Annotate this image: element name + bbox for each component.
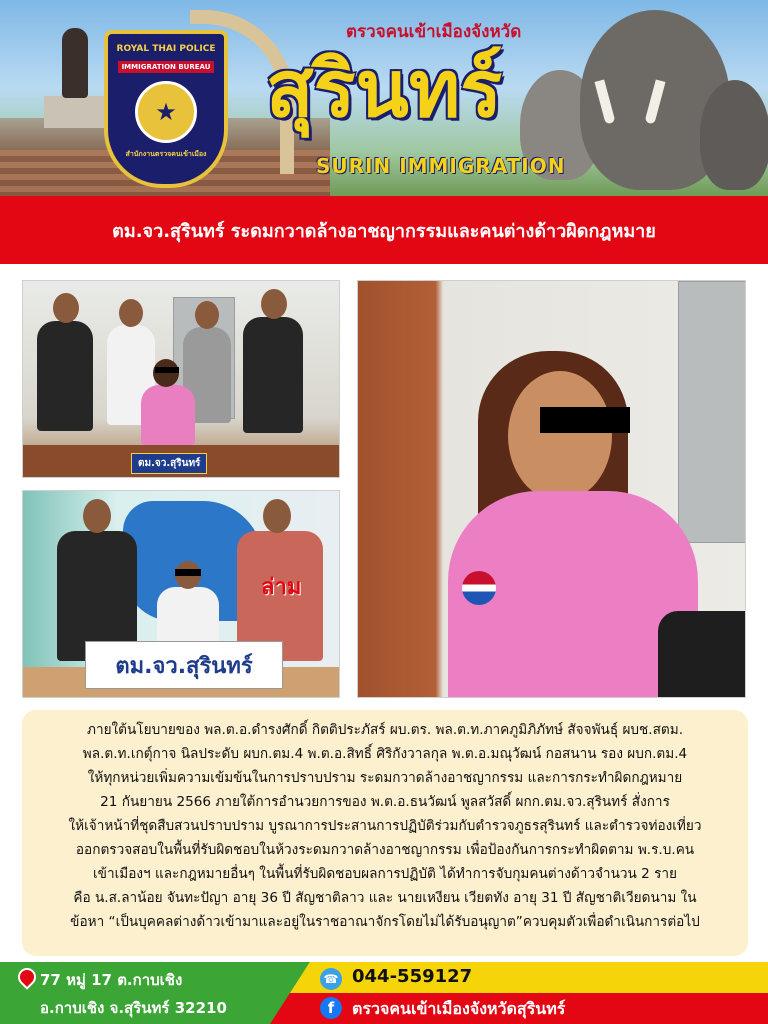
phone-number[interactable]: 044-559127 <box>352 966 473 987</box>
woman-face <box>508 371 612 501</box>
banner-english-title: SURIN IMMIGRATION <box>316 154 566 178</box>
facebook-icon: f <box>320 997 342 1019</box>
chair <box>658 611 745 697</box>
news-textbox <box>22 710 748 956</box>
badge-bottom-text: สำนักงานตรวจคนเข้าเมือง <box>125 150 207 158</box>
statue-figure <box>62 28 88 98</box>
address-line-2: อ.กาบเชิง จ.สุรินทร์ 32210 <box>40 999 227 1017</box>
officer-head <box>53 293 79 323</box>
interpreter-label: ล่าม <box>261 575 302 600</box>
badge-top-text: ROYAL THAI POLICE <box>116 44 216 54</box>
headline-text: ตม.จว.สุรินทร์ ระดมกวาดล้างอาชญากรรมและคนต่างด้าวผิดกฎหมาย <box>112 220 656 242</box>
officer-figure <box>37 321 93 431</box>
facebook-page-link[interactable]: ตรวจคนเข้าเมืองจังหวัดสุรินทร์ <box>352 999 566 1018</box>
body-line: ข้อหา “เป็นบุคคลต่างด้าวเข้ามาและอยู่ในราชอาณาจักรโดยไม่ได้รับอนุญาต”ควบคุมตัวเพื่อดำเนินการต่อไป <box>70 914 700 930</box>
man-head <box>119 299 143 327</box>
body-line: เข้าเมืองฯ และกฎหมายอื่นๆ ในพื้นที่รับผิดชอบผลการปฏิบัติ ได้ทำการจับกุมคนต่างด้าวจำนวน 2 ราย <box>93 866 677 882</box>
locker <box>678 281 746 543</box>
banner-title: สุรินทร์ <box>266 45 503 135</box>
photo-group-office <box>22 280 340 478</box>
body-line: พล.ต.ท.เกตุ์กาจ นิลประดับ ผบก.ตม.4 พ.ต.อ.สิทธิ์ ศิริกังวาลกุล พ.ต.อ.มณุวัฒน์ กอสนาน รอง ผบก.ตม.4 <box>82 746 688 762</box>
officer-figure <box>243 317 303 433</box>
officer-head <box>83 499 111 533</box>
badge-mid-text: IMMIGRATION BUREAU <box>118 61 215 73</box>
body-line: ออกตรวจสอบในพื้นที่รับผิดชอบในห้วงระดมกวาดล้างอาชญากรรม เพื่อป้องกันการกระทำผิดตาม พ.ร.บ.คน <box>75 842 695 858</box>
header-banner <box>0 0 768 196</box>
police-badge-logo <box>104 30 228 188</box>
elephant-statue-right <box>700 80 768 190</box>
news-body <box>22 710 748 934</box>
address-line-1: 77 หมู่ 17 ต.กาบเชิง <box>40 971 183 989</box>
body-line: คือ น.ส.ลาน้อย จันทะปัญา อายุ 36 ปี สัญชาติลาว และ นายเหงียน เวียตทัง อายุ 31 ปี สัญชาติเวียดนาม ใน <box>73 890 697 906</box>
censor-bar <box>175 569 201 576</box>
body-line: ให้เจ้าหน้าที่ชุดสืบสวนปราบปราม บูรณาการประสานการปฏิบัติร่วมกับตำรวจภูธรสุรินทร์ และตำรวจท่องเที่ยว <box>68 818 702 834</box>
emblem-icon: ★ <box>135 81 197 143</box>
headline-bar <box>0 196 768 264</box>
detained-man <box>157 587 219 647</box>
body-line: ภายใต้นโยบายของ พล.ต.อ.ดำรงศักดิ์ กิตติประภัสร์ ผบ.ตร. พล.ต.ท.ภาคภูมิภิภัทษ์ สัจจพันธุ์ ผบช.สตม. <box>86 722 684 738</box>
detained-woman <box>141 385 195 445</box>
censor-bar <box>540 407 630 433</box>
footer-bar <box>0 962 768 1024</box>
detained-woman-head <box>153 359 179 387</box>
interpreter-head <box>263 499 291 533</box>
office-nameplate: ตม.จว.สุรินทร์ <box>85 641 283 689</box>
censor-bar <box>155 367 179 373</box>
phone-icon: ☎ <box>320 968 342 990</box>
statue-pedestal <box>44 96 106 128</box>
pepsi-logo-icon <box>462 571 496 605</box>
officer-head <box>261 289 287 319</box>
man-head <box>195 301 219 329</box>
office-sign: ตม.จว.สุรินทร์ <box>131 453 207 474</box>
photo-arrest-map <box>22 490 340 698</box>
photo-detained-woman <box>357 280 746 698</box>
body-line: ให้ทุกหน่วยเพิ่มความเข้มข้นในการปราบปราม ระดมกวาดล้างอาชญากรรม และการกระทำผิดกฎหมาย <box>87 770 683 786</box>
banner-subtitle: ตรวจคนเข้าเมืองจังหวัด <box>346 22 522 42</box>
body-line: 21 กันยายน 2566 ภายใต้การอำนวยการของ พ.ต.อ.ธนวัฒน์ พูลสวัสดิ์ ผกก.ตม.จว.สุรินทร์ สั่งการ <box>100 794 670 810</box>
